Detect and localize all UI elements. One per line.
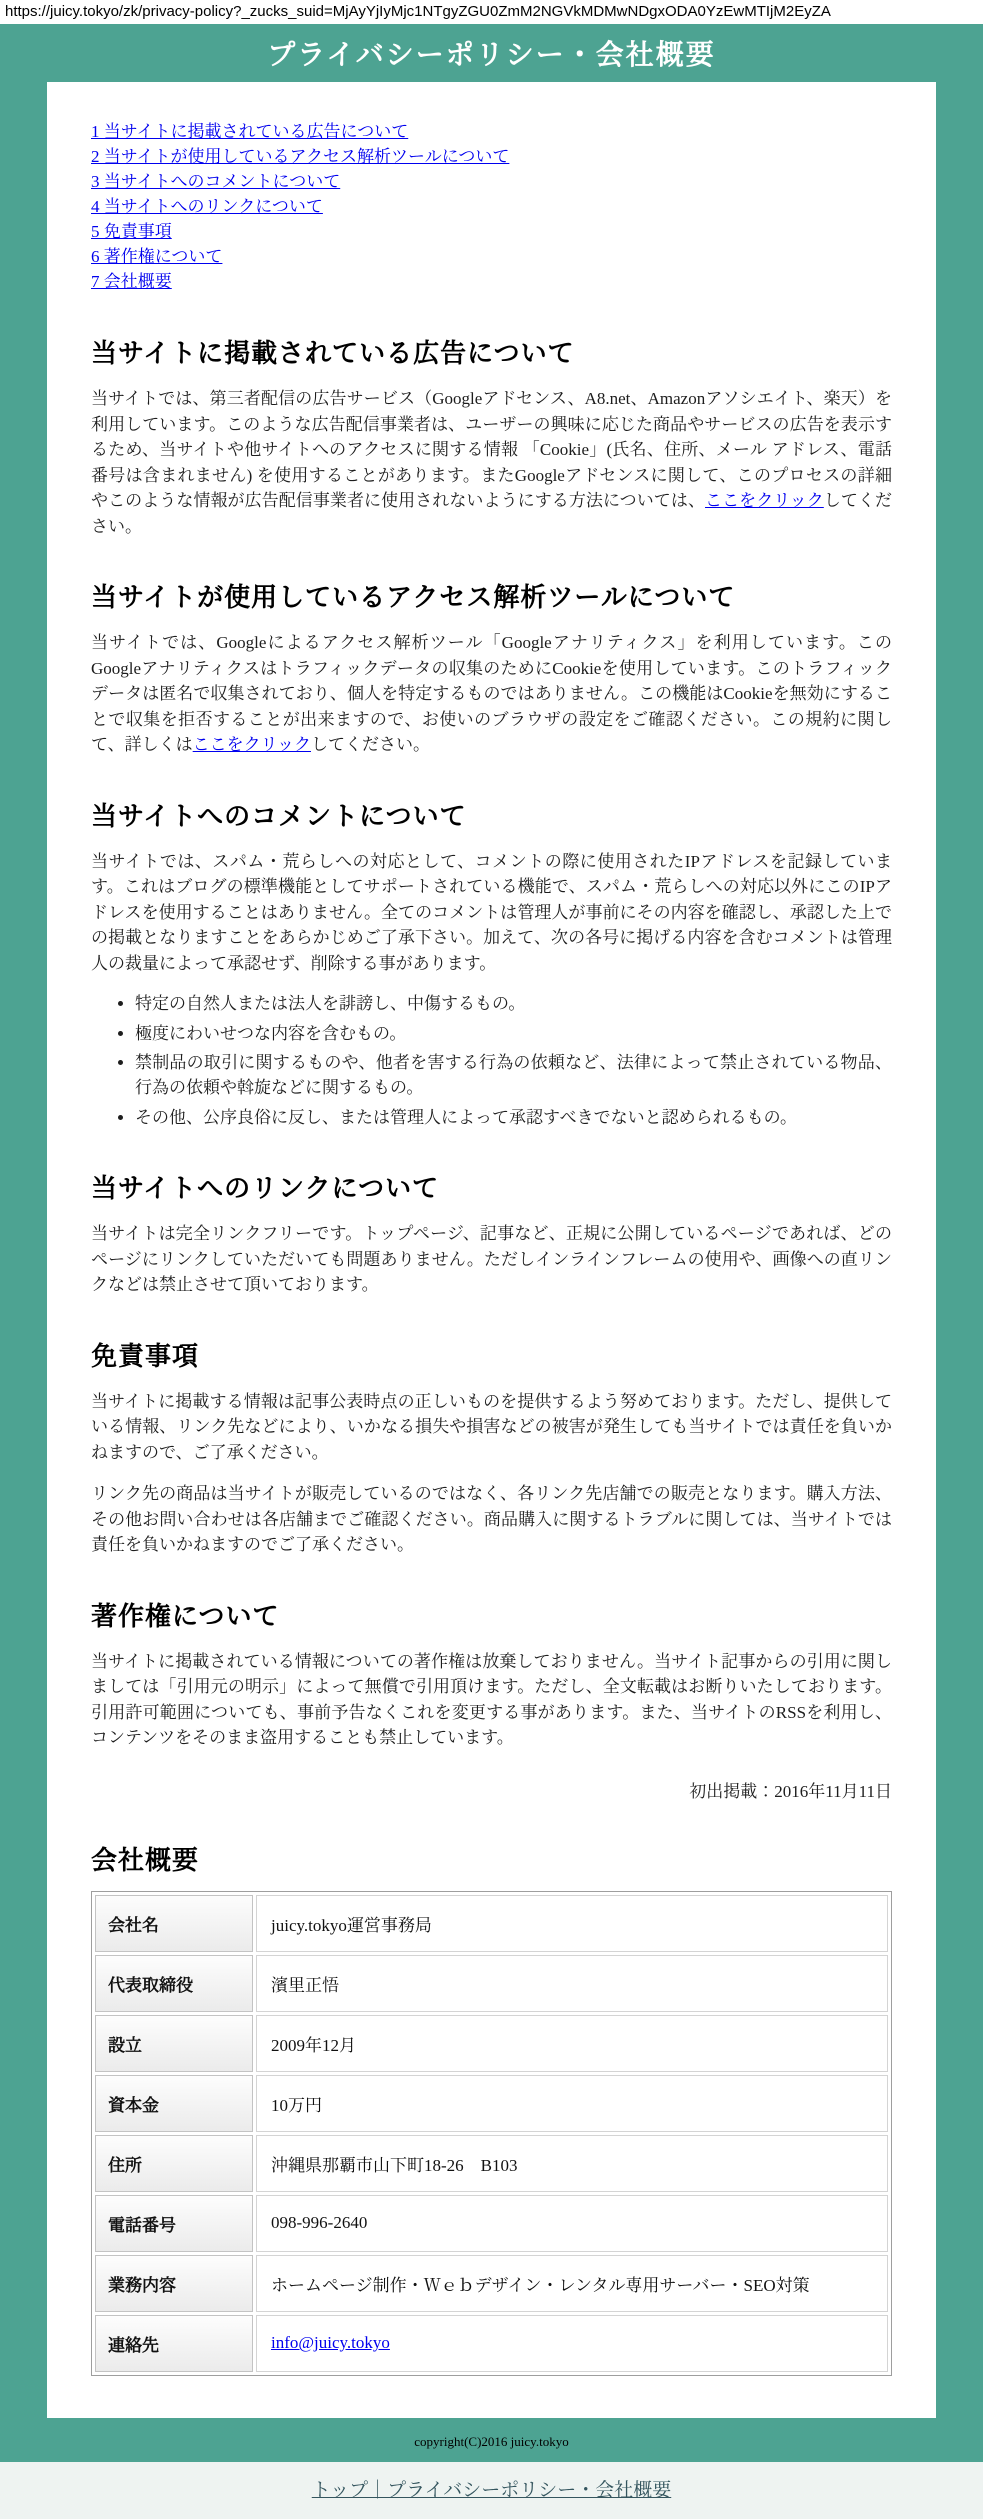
site-header xyxy=(0,24,983,82)
section-company-heading: 会社概要 xyxy=(91,1844,200,1875)
section-ads-paragraph xyxy=(91,386,892,539)
contact-label: 連絡先 xyxy=(95,2315,253,2372)
first-published-date: 初出掲載：2016年11月11日 xyxy=(689,1781,892,1801)
address-label: 住所 xyxy=(95,2135,253,2192)
ads-text-before: 当サイトでは、第三者配信の広告サービス（Googleアドセンス、A8.net、Amazonアソシエイト、楽天）を利用しています。このような広告配信事業者は、ユーザーの興味に応じた商品やサービスの広告を表示するため、当サイトや他サイトへのアクセスに関する情報 「Cookie」(氏名、住所、メール アドレス、電話番号は含まれません) を使用することがあります。またGoogleアドセンスに関して、このプロセスの詳細やこのような情報が広告配信事業者に使用されないようにする方法については、 xyxy=(91,389,892,510)
founded-label: 設立 xyxy=(95,2015,253,2072)
list-item: • その他、公序良俗に反し、または管理人によって承認すべきでないと認められるもの。 xyxy=(135,1106,892,1131)
analytics-click-here-link[interactable]: ここをクリック xyxy=(192,735,311,754)
table-row xyxy=(95,2135,888,2192)
content-card xyxy=(47,82,936,2418)
phone-value: 098-996-2640 xyxy=(256,2195,888,2252)
section-links-heading: 当サイトへのリンクについて xyxy=(91,1173,440,1204)
ads-text-after: してください。 xyxy=(91,491,892,536)
footer-nav xyxy=(0,2462,983,2519)
table-row xyxy=(95,1895,888,1952)
contact-email-link[interactable]: info@juicy.tokyo xyxy=(271,2333,390,2353)
browser-address-bar[interactable]: https://juicy.tokyo/zk/privacy-policy?_zucks_suid=MjAyYjIyMjc1NTgyZGU0ZmM2NGVkMDMwNDgxODA0YzEwMTIjM2EyZA xyxy=(0,0,983,24)
analytics-text-before: 当サイトでは、Googleによるアクセス解析ツール「Googleアナリティクス」を利用しています。このGoogleアナリティクスはトラフィックデータの収集のためにCookieを使用しています。このトラフィックデータは匿名で収集されており、個人を特定するものではありません。この機能はCookieを無効にすることで収集を拒否することが出来ますので、お使いのブラウザの設定をご確認ください。この規約に関して、詳しくは xyxy=(91,633,892,754)
footer-home-link[interactable]: トップ｜プライバシーポリシー・会社概要 xyxy=(311,2479,672,2501)
toc-link-links[interactable]: 4 当サイトへのリンクについて xyxy=(91,197,323,216)
table-of-contents xyxy=(91,120,892,295)
analytics-text-after: してください。 xyxy=(311,735,430,754)
list-item: • 禁制品の取引に関するものや、他者を害する行為の依頼など、法律によって禁止されている物品、行為の依頼や斡旋などに関するもの。 xyxy=(135,1051,892,1100)
page-title: プライバシーポリシー・会社概要 xyxy=(267,39,716,70)
toc-link-analytics[interactable]: 2 当サイトが使用しているアクセス解析ツールについて xyxy=(91,147,510,166)
company-info-table xyxy=(91,1891,892,2376)
toc-link-ads[interactable]: 1 当サイトに掲載されている広告について xyxy=(91,122,409,141)
capital-value: 10万円 xyxy=(256,2075,888,2132)
section-company xyxy=(91,1840,892,2376)
list-item: • 特定の自然人または法人を誹謗し、中傷するもの。 xyxy=(135,992,892,1017)
comments-rules-list xyxy=(91,992,892,1130)
table-row xyxy=(95,1955,888,2012)
section-analytics-paragraph xyxy=(91,630,892,758)
toc-link-company[interactable]: 7 会社概要 xyxy=(91,272,172,291)
section-ads-heading: 当サイトに掲載されている広告について xyxy=(91,338,575,368)
toc-link-copyright[interactable]: 6 著作権について xyxy=(91,247,223,266)
section-disclaimer xyxy=(91,1336,892,1558)
section-disclaimer-paragraph-2: リンク先の商品は当サイトが販売しているのではなく、各リンク先店舗での販売となります。購入方法、その他お問い合わせは各店舗までご確認ください。商品購入に関するトラブルに関しては、当サイトでは責任を負いかねますのでご了承ください。 xyxy=(91,1484,892,1555)
contact-value xyxy=(256,2315,888,2372)
section-links xyxy=(91,1168,892,1298)
section-copyright xyxy=(91,1596,892,1802)
table-row xyxy=(95,2075,888,2132)
toc-link-disclaimer[interactable]: 5 免責事項 xyxy=(91,222,172,241)
founded-value: 2009年12月 xyxy=(256,2015,888,2072)
footer-copyright: copyright(C)2016 juicy.tokyo xyxy=(414,2433,569,2449)
company-name-value: juicy.tokyo運営事務局 xyxy=(256,1895,888,1952)
company-name-label: 会社名 xyxy=(95,1895,253,1952)
section-analytics xyxy=(91,577,892,758)
section-ads xyxy=(91,333,892,539)
ceo-value: 濱里正悟 xyxy=(256,1955,888,2012)
business-value: ホームページ制作・Ｗｅｂデザイン・レンタル専用サーバー・SEO対策 xyxy=(256,2255,888,2312)
table-row xyxy=(95,2255,888,2312)
table-row xyxy=(95,2015,888,2072)
section-analytics-heading: 当サイトが使用しているアクセス解析ツールについて xyxy=(91,582,736,612)
business-label: 業務内容 xyxy=(95,2255,253,2312)
table-row xyxy=(95,2195,888,2252)
section-comments xyxy=(91,796,892,1131)
ads-click-here-link[interactable]: ここをクリック xyxy=(705,491,824,510)
section-disclaimer-paragraph-1: 当サイトに掲載する情報は記事公表時点の正しいものを提供するよう努めております。ただし、提供している情報、リンク先などにより、いかなる損失や損害などの被害が発生しても当サイトでは責任を負いかねますので、ご了承ください。 xyxy=(91,1391,892,1462)
address-value: 沖縄県那覇市山下町18-26 B103 xyxy=(256,2135,888,2192)
list-item: • 極度にわいせつな内容を含むもの。 xyxy=(135,1022,892,1047)
ceo-label: 代表取締役 xyxy=(95,1955,253,2012)
table-row xyxy=(95,2315,888,2372)
section-comments-paragraph: 当サイトでは、スパム・荒らしへの対応として、コメントの際に使用されたIPアドレスを記録しています。これはブログの標準機能としてサポートされている機能で、スパム・荒らしへの対応以外にこのIPアドレスを使用することはありません。全てのコメントは管理人が事前にその内容を確認し、承認した上での掲載となりますことをあらかじめご了承下さい。加えて、次の各号に掲げる内容を含むコメントは管理人の裁量によって承認せず、削除する事があります。 xyxy=(91,851,892,973)
capital-label: 資本金 xyxy=(95,2075,253,2132)
phone-label: 電話番号 xyxy=(95,2195,253,2252)
section-copyright-heading: 著作権について xyxy=(91,1600,280,1631)
section-copyright-paragraph: 当サイトに掲載されている情報についての著作権は放棄しておりません。当サイト記事からの引用に関しましては「引用元の明示」によって無償で引用頂けます。ただし、全文転載はお断りいたしております。引用許可範囲についても、事前予告なくこれを変更する事があります。また、当サイトのRSSを利用し、コンテンツをそのまま盗用することも禁止しています。 xyxy=(91,1651,892,1748)
section-comments-heading: 当サイトへのコメントについて xyxy=(91,800,467,831)
section-links-paragraph: 当サイトは完全リンクフリーです。トップページ、記事など、正規に公開しているページであれば、どのページにリンクしていただいても問題ありません。ただしインラインフレームの使用や、画像への直リンクなどは禁止させて頂いております。 xyxy=(91,1224,892,1295)
section-disclaimer-heading: 免責事項 xyxy=(91,1340,200,1371)
toc-link-comments[interactable]: 3 当サイトへのコメントについて xyxy=(91,172,341,191)
site-footer xyxy=(0,2418,983,2519)
